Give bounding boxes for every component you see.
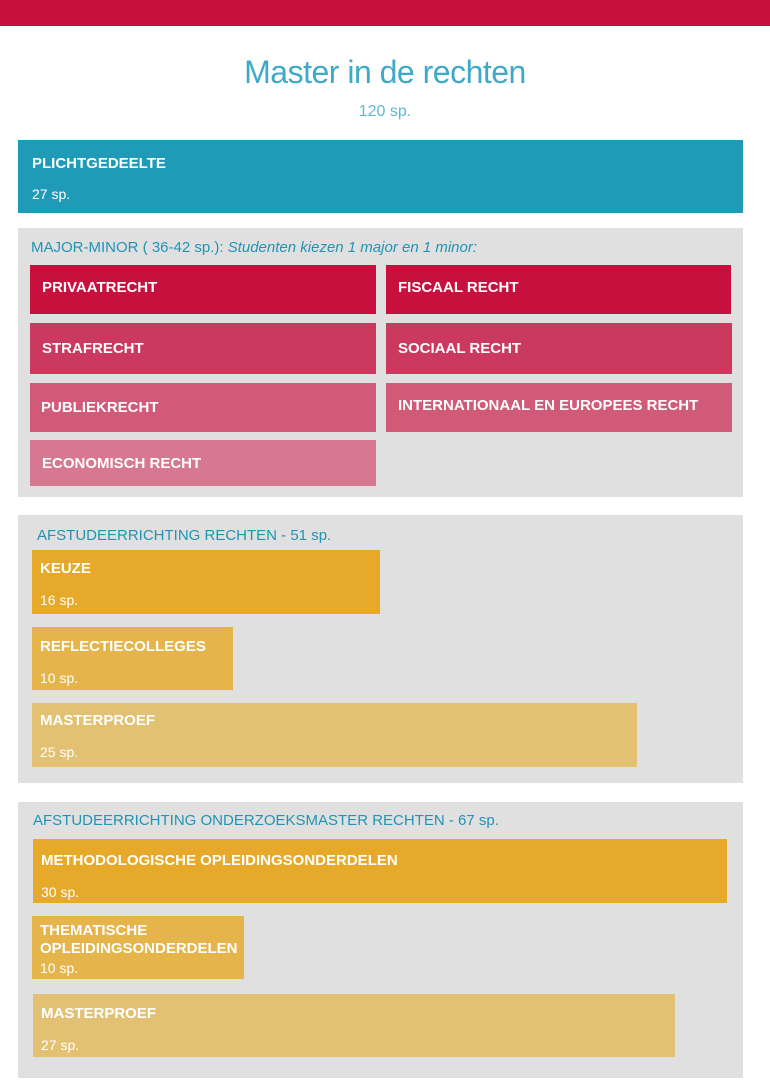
rechten-keuze-block bbox=[32, 550, 380, 614]
rechten-keuze-credits: 16 sp. bbox=[40, 592, 79, 608]
rechten-masterproef-credits: 25 sp. bbox=[40, 744, 79, 760]
onderzoek-methodologisch-label: METHODOLOGISCHE OPLEIDINGSONDERDELEN bbox=[41, 852, 398, 869]
onderzoek-methodologisch-credits: 30 sp. bbox=[41, 884, 80, 900]
rechten-keuze-label: KEUZE bbox=[40, 560, 91, 577]
onderzoek-masterproef-label: MASTERPROEF bbox=[41, 1005, 157, 1022]
major-minor-heading-note: Studenten kiezen 1 major en 1 minor: bbox=[227, 239, 478, 256]
onderzoek-masterproef-credits: 27 sp. bbox=[41, 1037, 80, 1053]
major-strafrecht: STRAFRECHT bbox=[30, 323, 376, 374]
onderzoek-thematisch-credits: 10 sp. bbox=[40, 960, 79, 976]
major-economisch-recht: ECONOMISCH RECHT bbox=[30, 440, 376, 486]
rechten-reflectiecolleges-label: REFLECTIECOLLEGES bbox=[40, 638, 206, 655]
top-color-bar bbox=[0, 0, 770, 26]
total-credits: 120 sp. bbox=[358, 103, 412, 120]
onderzoek-methodologisch-block bbox=[33, 839, 727, 903]
major-sociaal-recht: SOCIAAL RECHT bbox=[386, 323, 732, 374]
rechten-masterproef-label: MASTERPROEF bbox=[40, 712, 156, 729]
onderzoek-thematisch-block bbox=[32, 916, 244, 979]
major-minor-heading bbox=[31, 239, 477, 256]
major-privaatrecht: PRIVAATRECHT bbox=[30, 265, 376, 314]
rechten-heading: AFSTUDEERRICHTING RECHTEN - 51 sp. bbox=[37, 527, 332, 544]
rechten-reflectiecolleges-block bbox=[32, 627, 233, 690]
major-internationaal-europees-recht: INTERNATIONAAL EN EUROPEES RECHT bbox=[386, 383, 732, 432]
rechten-reflectiecolleges-credits: 10 sp. bbox=[40, 670, 79, 686]
major-publiekrecht: PUBLIEKRECHT bbox=[30, 383, 376, 432]
plichtgedeelte-credits: 27 sp. bbox=[32, 186, 71, 202]
major-fiscaal-recht: FISCAAL RECHT bbox=[386, 265, 731, 314]
onderzoek-thematisch-label: THEMATISCHE OPLEIDINGSONDERDELEN bbox=[40, 922, 238, 957]
page-title: Master in de rechten bbox=[244, 54, 526, 90]
onderzoeksmaster-heading: AFSTUDEERRICHTING ONDERZOEKSMASTER RECHTEN - 67 sp. bbox=[33, 812, 499, 829]
plichtgedeelte-block bbox=[18, 140, 743, 213]
rechten-masterproef-block bbox=[32, 703, 637, 767]
major-minor-heading-prefix: MAJOR-MINOR ( 36-42 sp.): bbox=[31, 239, 228, 256]
plichtgedeelte-label: PLICHTGEDEELTE bbox=[32, 155, 166, 172]
onderzoek-masterproef-block bbox=[33, 994, 675, 1057]
